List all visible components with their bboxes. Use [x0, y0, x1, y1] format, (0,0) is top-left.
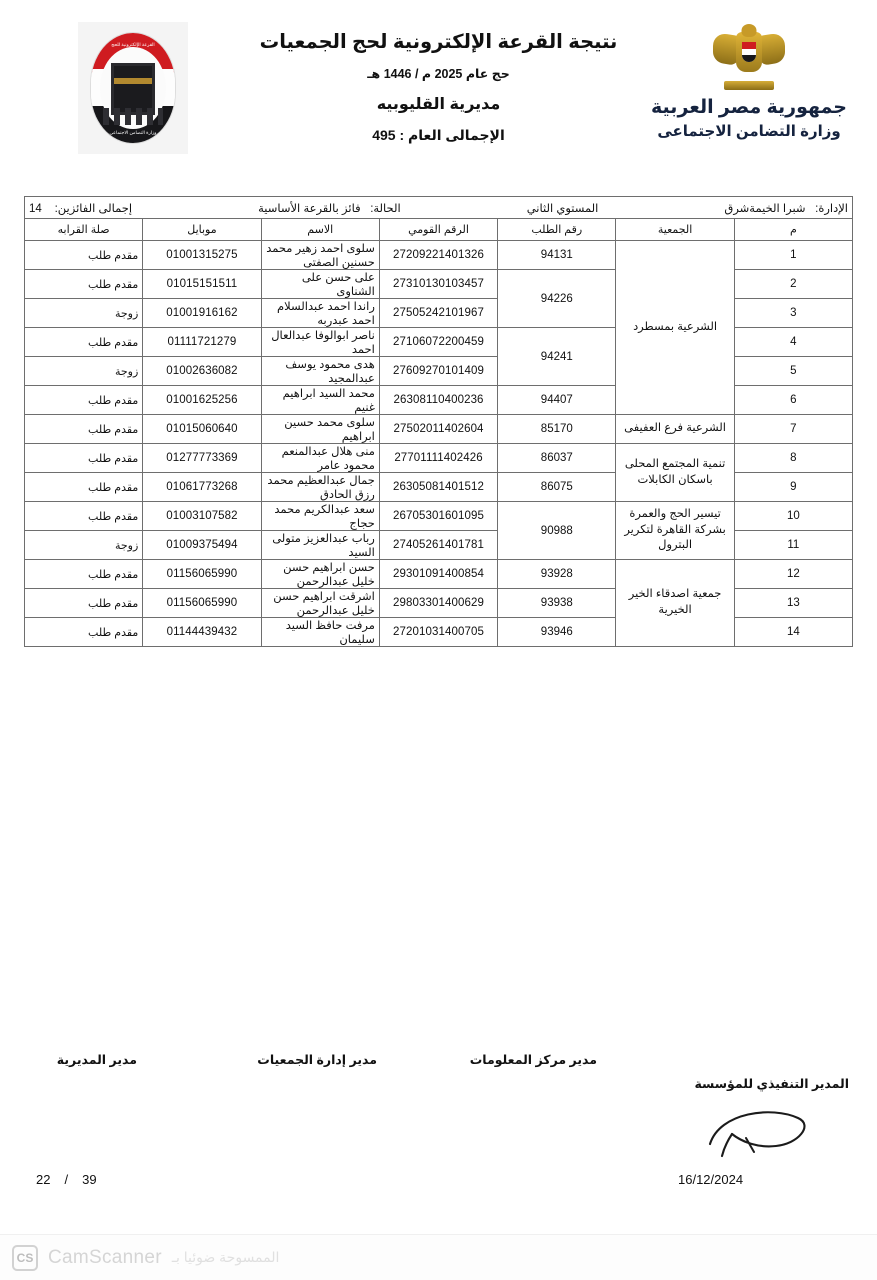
page-current: 22: [36, 1172, 51, 1187]
cell-relation: مقدم طلب: [25, 444, 143, 473]
signature-directorate-manager: مدير المديرية: [56, 1053, 137, 1067]
cell-request-no: 93928: [498, 560, 616, 589]
cell-national-id: 27201031400705: [379, 618, 497, 647]
state-label: الحالة:: [370, 202, 401, 215]
cell-index: 3: [734, 299, 852, 328]
cell-mobile: 01156065990: [143, 560, 261, 589]
admin-value: شبرا الخيمةشرق: [724, 202, 806, 215]
handwritten-signature-icon: [702, 1104, 822, 1160]
cell-mobile: 01009375494: [143, 531, 261, 560]
cell-name: سعد عبدالكريم محمد حجاج: [261, 502, 379, 531]
cell-request-no: 85170: [498, 415, 616, 444]
cell-national-id: 26705301601095: [379, 502, 497, 531]
cell-index: 14: [734, 618, 852, 647]
winners-total-label: إجمالى الفائزين:: [54, 202, 133, 215]
cell-national-id: 29803301400629: [379, 589, 497, 618]
grand-total-label: الإجمالى العام : 495: [372, 127, 505, 143]
column-header-index: م: [734, 219, 852, 241]
page-footer: [0, 1172, 877, 1202]
cell-index: 1: [734, 241, 852, 270]
cell-relation: مقدم طلب: [25, 386, 143, 415]
cell-name: سلوى احمد زهير محمد حسنين الصفتى: [261, 241, 379, 270]
table-meta-row: [25, 197, 853, 219]
signature-executive-director: المدير التنفيذي للمؤسسة: [694, 1077, 849, 1091]
cell-index: 9: [734, 473, 852, 502]
eagle-right-wing: [759, 32, 785, 66]
table-row: [25, 560, 853, 589]
state-field: [258, 201, 401, 215]
page-total: 39: [82, 1172, 97, 1187]
cell-request-no: 86037: [498, 444, 616, 473]
cell-mobile: 01003107582: [143, 502, 261, 531]
admin-field: [724, 201, 848, 215]
cell-relation: زوجة: [25, 531, 143, 560]
egypt-eagle-emblem: [649, 20, 849, 170]
cell-request-no: 94241: [498, 328, 616, 386]
cell-name: جمال عبدالعظيم محمد رزق الحادق: [261, 473, 379, 502]
cell-relation: مقدم طلب: [25, 560, 143, 589]
camscanner-watermark: [0, 1234, 877, 1280]
column-header-request-no: رقم الطلب: [498, 219, 616, 241]
cell-index: 4: [734, 328, 852, 357]
ministry-name: وزارة التضامن الاجتماعى: [657, 123, 841, 140]
winners-table-wrapper: [24, 196, 853, 647]
level-value: المستوي الثاني: [526, 202, 599, 215]
page-separator: /: [64, 1172, 69, 1187]
egypt-flag-shield-icon: [742, 42, 756, 62]
cell-national-id: 27505242101967: [379, 299, 497, 328]
camscanner-brand: CamScanner: [48, 1246, 162, 1268]
cell-index: 10: [734, 502, 852, 531]
cell-name: محمد السيد ابراهيم غنيم: [261, 386, 379, 415]
cell-mobile: 01001916162: [143, 299, 261, 328]
admin-label: الإدارة:: [815, 202, 848, 215]
cell-name: رباب عبدالعزيز متولى السيد: [261, 531, 379, 560]
cell-name: راندا احمد عبدالسلام احمد عبدربه: [261, 299, 379, 328]
cell-mobile: 01144439432: [143, 618, 261, 647]
eagle-head: [742, 24, 757, 37]
cell-national-id: 29301091400854: [379, 560, 497, 589]
cell-index: 2: [734, 270, 852, 299]
cell-relation: مقدم طلب: [25, 270, 143, 299]
table-row: [25, 444, 853, 473]
cell-national-id: 27209221401326: [379, 241, 497, 270]
cell-index: 11: [734, 531, 852, 560]
column-header-national-id: الرقم القومي: [379, 219, 497, 241]
cell-mobile: 01015060640: [143, 415, 261, 444]
cell-index: 5: [734, 357, 852, 386]
document-header: [0, 0, 877, 180]
cell-mobile: 01156065990: [143, 589, 261, 618]
winners-total-field: [29, 201, 132, 215]
cell-relation: زوجة: [25, 299, 143, 328]
table-meta-cell: [25, 197, 853, 219]
cell-request-no: 90988: [498, 502, 616, 560]
cell-national-id: 26308110400236: [379, 386, 497, 415]
cell-index: 12: [734, 560, 852, 589]
document-date: 16/12/2024: [678, 1172, 744, 1187]
cell-association: تيسير الحج والعمرة بشركة القاهرة لتكرير البترول: [616, 502, 734, 560]
column-header-name: الاسم: [261, 219, 379, 241]
cell-name: ناصر ابوالوفا عبدالعال احمد: [261, 328, 379, 357]
cell-name: مرفت حافظ السيد سليمان: [261, 618, 379, 647]
cell-name: اشرقت ابراهيم حسن خليل عبدالرحمن: [261, 589, 379, 618]
hajj-year-subtitle: حج عام 2025 م / 1446 هـ: [367, 67, 510, 81]
directorate-name: مديرية القليوبيه: [376, 96, 501, 113]
logo-top-text: القرعة الإلكترونية للحج: [111, 41, 155, 47]
cell-mobile: 01111721279: [143, 328, 261, 357]
cell-national-id: 27502011402604: [379, 415, 497, 444]
cell-index: 7: [734, 415, 852, 444]
camscanner-arabic-text: الممسوحة ضوئيا بـ: [171, 1249, 280, 1265]
cell-association: تنمية المجتمع المحلى باسكان الكابلات: [616, 444, 734, 502]
logo-bottom-text: وزارة التضامن الاجتماعى: [109, 130, 157, 136]
cell-request-no: 93938: [498, 589, 616, 618]
cell-relation: زوجة: [25, 357, 143, 386]
cell-name: سلوى محمد حسين ابراهيم: [261, 415, 379, 444]
cell-mobile: 01001315275: [143, 241, 261, 270]
page-number: [36, 1172, 97, 1187]
cell-relation: مقدم طلب: [25, 328, 143, 357]
cell-association: الشرعية بمسطرد: [616, 241, 734, 415]
state-value: فائز بالقرعة الأساسية: [258, 202, 361, 215]
column-header-association: الجمعية: [616, 219, 734, 241]
column-header-mobile: موبايل: [143, 219, 261, 241]
country-name: جمهورية مصر العربية: [651, 97, 847, 118]
winners-total-value: 14: [29, 202, 42, 215]
cell-relation: مقدم طلب: [25, 618, 143, 647]
cell-name: على حسن على الشناوى: [261, 270, 379, 299]
cell-index: 6: [734, 386, 852, 415]
table-row: [25, 241, 853, 270]
cell-national-id: 27609270101409: [379, 357, 497, 386]
eagle-plinth: [724, 81, 774, 90]
signature-block: [0, 1046, 877, 1166]
cell-relation: مقدم طلب: [25, 589, 143, 618]
cell-name: منى هلال عبدالمنعم محمود عامر: [261, 444, 379, 473]
cell-name: هدى محمود يوسف عبدالمجيد: [261, 357, 379, 386]
signature-information-center-manager: مدير مركز المعلومات: [469, 1053, 597, 1067]
cell-name: حسن ابراهيم حسن خليل عبدالرحمن: [261, 560, 379, 589]
camscanner-badge-icon: CS: [12, 1245, 38, 1271]
winners-table-body: [25, 241, 853, 647]
cell-national-id: 27405261401781: [379, 531, 497, 560]
table-row: [25, 502, 853, 531]
column-header-relation: صلة القرابه: [25, 219, 143, 241]
cell-relation: مقدم طلب: [25, 473, 143, 502]
cell-mobile: 01001625256: [143, 386, 261, 415]
page-title: نتيجة القرعة الإلكترونية لحج الجمعيات: [259, 31, 618, 53]
cell-request-no: 94226: [498, 270, 616, 328]
cell-request-no: 94407: [498, 386, 616, 415]
cell-relation: مقدم طلب: [25, 241, 143, 270]
eagle-of-saladin-icon: [712, 24, 786, 90]
cell-mobile: 01015151511: [143, 270, 261, 299]
cell-request-no: 94131: [498, 241, 616, 270]
signature-associations-dept-manager: مدير إدارة الجمعيات: [257, 1053, 377, 1067]
cell-mobile: 01002636082: [143, 357, 261, 386]
cell-national-id: 27310130103457: [379, 270, 497, 299]
cell-national-id: 27106072200459: [379, 328, 497, 357]
table-header-row: [25, 219, 853, 241]
cell-relation: مقدم طلب: [25, 415, 143, 444]
cell-national-id: 26305081401512: [379, 473, 497, 502]
table-row: [25, 415, 853, 444]
cell-request-no: 86075: [498, 473, 616, 502]
winners-table: [24, 196, 853, 647]
cell-relation: مقدم طلب: [25, 502, 143, 531]
cell-request-no: 93946: [498, 618, 616, 647]
cell-mobile: 01061773268: [143, 473, 261, 502]
cell-index: 8: [734, 444, 852, 473]
cell-mobile: 01277773369: [143, 444, 261, 473]
cell-association: الشرعية فرع العفيفى: [616, 415, 734, 444]
cell-association: جمعية اصدقاء الخير الخيرية: [616, 560, 734, 647]
cell-national-id: 27701111402426: [379, 444, 497, 473]
cell-index: 13: [734, 589, 852, 618]
